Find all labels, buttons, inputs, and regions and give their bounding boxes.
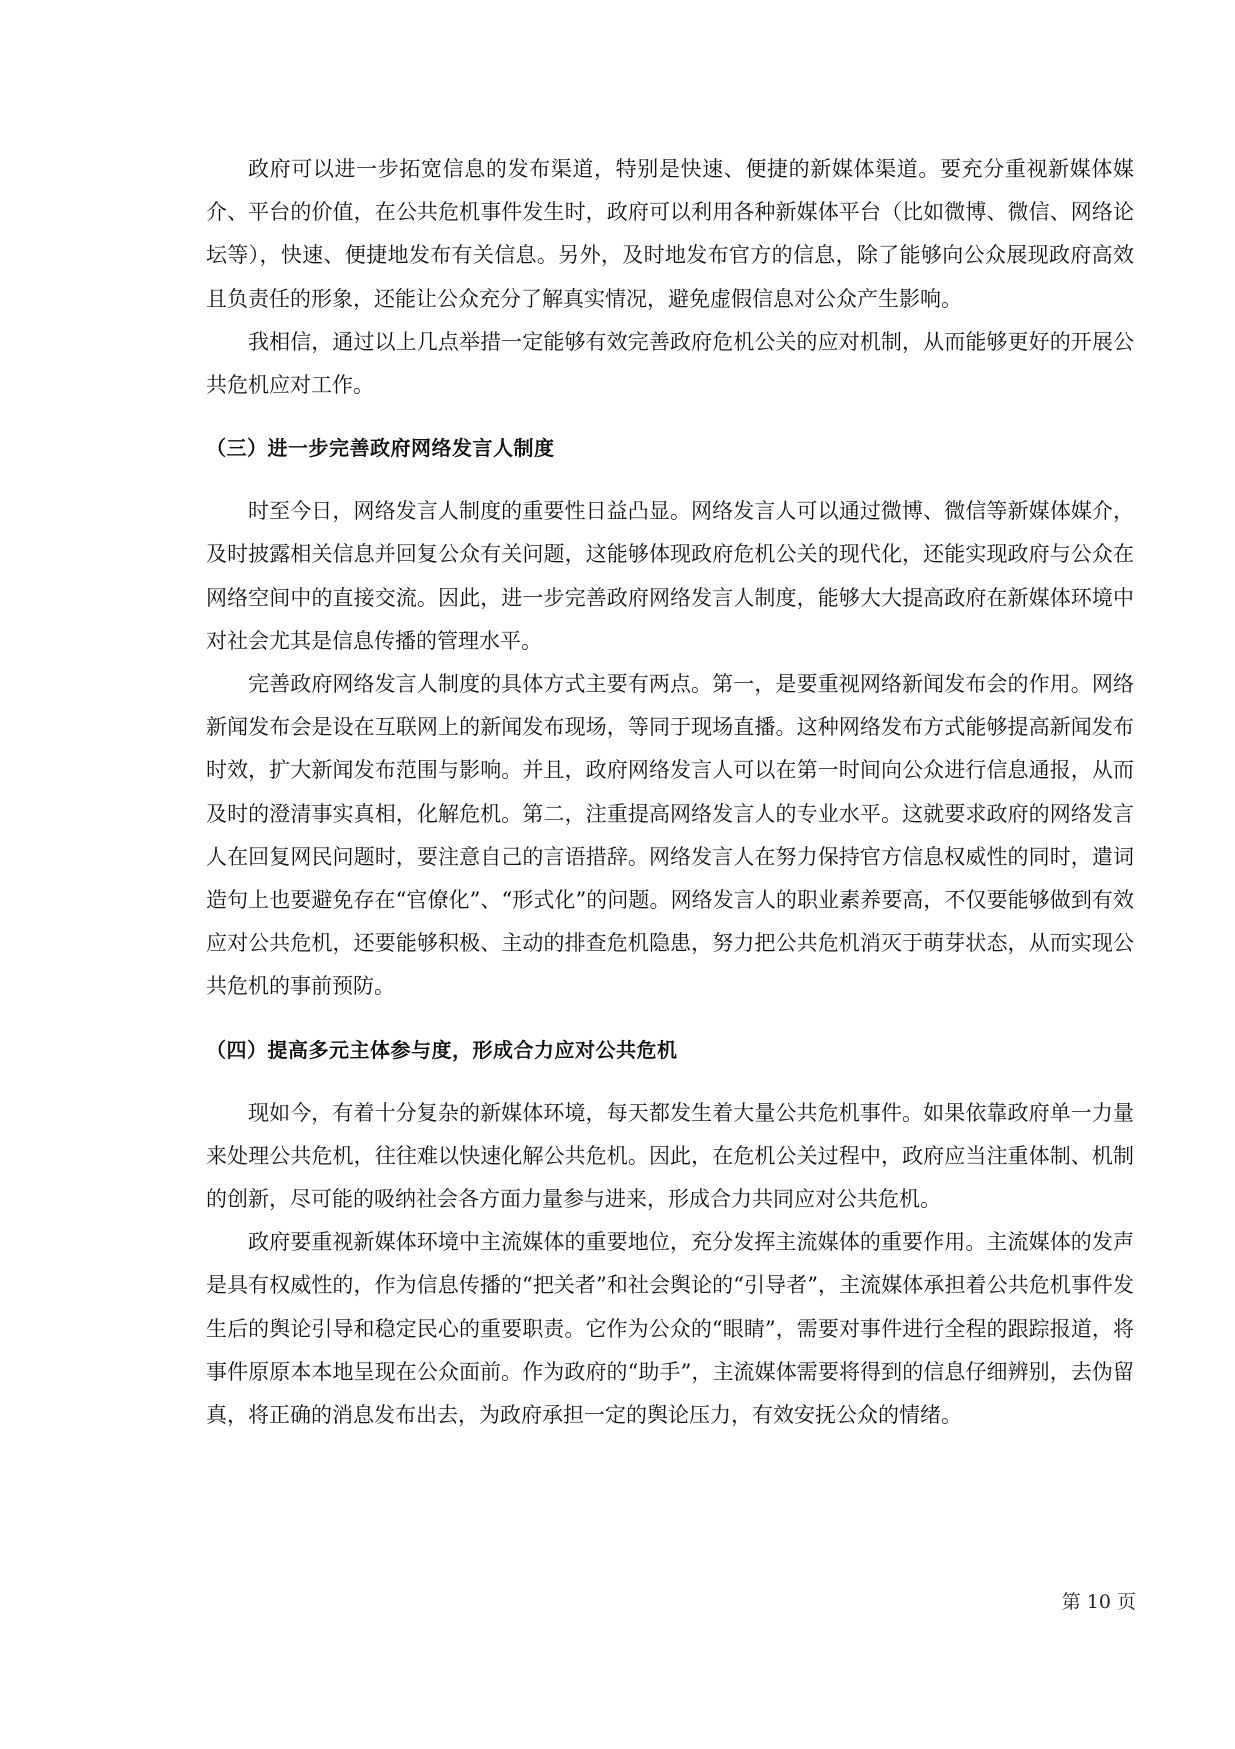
body-paragraph: 现如今，有着十分复杂的新媒体环境，每天都发生着大量公共危机事件。如果依靠政府单一力量来处理公共危机，往往难以快速化解公共危机。因此，在危机公关过程中，政府应当注重体制、机制的创新，尽可能的吸纳社会各方面力量参与进来，形成合力共同应对公共危机。	[206, 1100, 1134, 1212]
document-page	[206, 148, 1134, 1437]
body-paragraph: 时至今日，网络发言人制度的重要性日益凸显。网络发言人可以通过微博、微信等新媒体媒介，及时披露相关信息并回复公众有关问题，这能够体现政府危机公关的现代化，还能实现政府与公众在网络空间中的直接交流。因此，进一步完善政府网络发言人制度，能够大大提高政府在新媒体环境中对社会尤其是信息传播的管理水平。	[206, 499, 1134, 653]
body-paragraph: 政府可以进一步拓宽信息的发布渠道，特别是快速、便捷的新媒体渠道。要充分重视新媒体媒介、平台的价值，在公共危机事件发生时，政府可以利用各种新媒体平台（比如微博、微信、网络论坛等），快速、便捷地发布有关信息。另外，及时地发布官方的信息，除了能够向公众展现政府高效且负责任的形象，还能让公众充分了解真实情况，避免虚假信息对公众产生影响。	[206, 157, 1134, 311]
page-number: 第 10 页	[1061, 1591, 1136, 1613]
body-paragraph: 政府要重视新媒体环境中主流媒体的重要地位，充分发挥主流媒体的重要作用。主流媒体的发声是具有权威性的，作为信息传播的“把关者”和社会舆论的“引导者”，主流媒体承担着公共危机事件发生后的舆论引导和稳定民心的重要职责。它作为公众的“眼睛”，需要对事件进行全程的跟踪报道，将事件原原本本地呈现在公众面前。作为政府的“助手”，主流媒体需要将得到的信息仔细辨别，去伪留真，将正确的消息发布出去，为政府承担一定的舆论压力，有效安抚公众的情绪。	[206, 1230, 1134, 1428]
body-paragraph: 我相信，通过以上几点举措一定能够有效完善政府危机公关的应对机制，从而能够更好的开展公共危机应对工作。	[206, 329, 1134, 398]
section-heading-4: （四）提高多元主体参与度，形成合力应对公共危机	[206, 1037, 678, 1062]
section-heading-3: （三）进一步完善政府网络发言人制度	[206, 436, 555, 461]
body-paragraph: 完善政府网络发言人制度的具体方式主要有两点。第一，是要重视网络新闻发布会的作用。网络新闻发布会是设在互联网上的新闻发布现场，等同于现场直播。这种网络发布方式能够提高新闻发布时效，扩大新闻发布范围与影响。并且，政府网络发言人可以在第一时间向公众进行信息通报，从而及时的澄清事实真相，化解危机。第二，注重提高网络发言人的专业水平。这就要求政府的网络发言人在回复网民问题时，要注意自己的言语措辞。网络发言人在努力保持官方信息权威性的同时，遣词造句上也要避免存在“官僚化”、“形式化”的问题。网络发言人的职业素养要高，不仅要能够做到有效应对公共危机，还要能够积极、主动的排查危机隐患，努力把公共危机消灭于萌芽状态，从而实现公共危机的事前预防。	[206, 672, 1134, 999]
